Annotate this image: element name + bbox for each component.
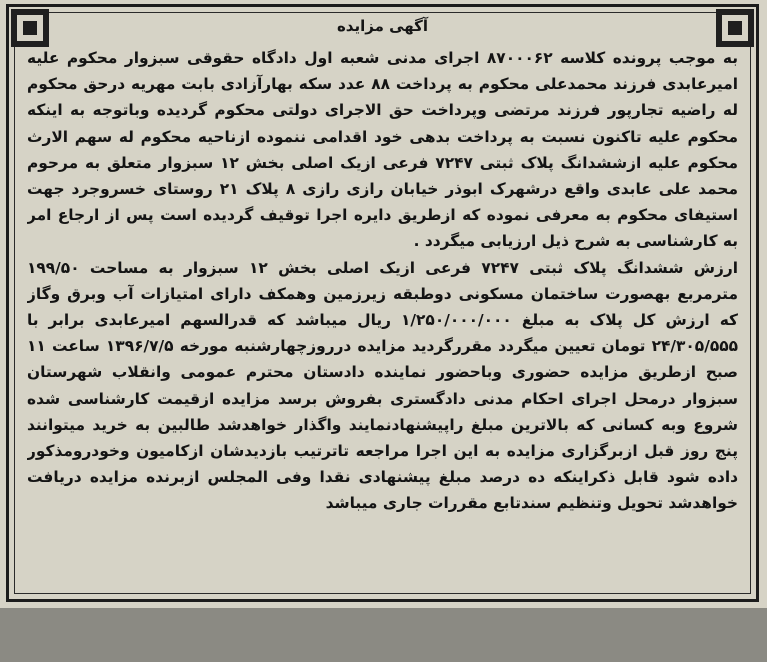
scan-bottom-margin: [0, 608, 767, 662]
notice-paragraph-1: به موجب پرونده کلاسه ۸۷۰۰۰۶۲ اجرای مدنی شعبه اول دادگاه حقوقی سبزوار محکوم علیه امیرعابدی فرزند محمدعلی محکوم به پرداخت ۸۸ عدد سکه بهارآزادی بابت مهریه درحق محکوم له راضیه تجارپور فرزند مرتضی وپرداخت حق الاجرای دولتی محکوم گردیده وباتوجه به اینکه محکوم علیه تاکنون نسبت به پرداخت بدهی خود اقدامی ننموده ازناحیه محکوم له سهم الارث محکوم علیه ازششدانگ پلاک ثبتی ۷۲۴۷ فرعی ازیک اصلی بخش ۱۲ سبزوار متعلق به مرحوم محمد علی عابدی واقع درشهرک ابوذر خیابان رازی رازی ۸ پلاک ۲۱ روستای خسروجرد جهت استیفای محکوم به معرفی نموده که ازطریق دایره اجرا توقیف گردیده است پس از ارجاع امر به کارشناسی به شرح ذیل ارزیابی میگردد .: [27, 49, 738, 251]
notice-paragraph-2: ارزش ششدانگ پلاک ثبتی ۷۲۴۷ فرعی ازیک اصلی بخش ۱۲ سبزوار به مساحت ۱۹۹/۵۰ مترمربع بهصورت ساختمان مسکونی دوطبقه زیرزمین وهمکف دارای امتیازات آب وبرق وگاز که ارزش کل پلاک به مبلغ ۱/۲۵۰/۰۰۰/۰۰۰ ریال میباشد که قدرالسهم امیرعابدی برابر با ۲۴/۳۰۵/۵۵۵ تومان تعیین میگردد مقررگردید مزایده درروزچهارشنبه مورخه ۱۳۹۶/۷/۵ ساعت ۱۱ صبح ازطریق مزایده حضوری وباحضور نماینده دادستان محترم عمومی وانقلاب شهرستان سبزوار درمحل اجرای احکام مدنی دادگستری بفروش برسد مزایده ازقیمت کارشناسی شده شروع وبه کسانی که بالاترین مبلغ راپیشنهادنمایند واگذار خواهدشد طالبین به خرید میتوانند پنج روز قبل ازبرگزاری مزایده به این اجرا مراجعه تاترتیب بازدیدشان ازکامیون وخودرومذکور داده شود قابل ذکراینکه ده درصد مبلغ پیشنهادی نقدا وفی المجلس ازبرنده مزایده دریافت خواهدشد تحویل وتنظیم سندتابع مقررات جاری میباشد: [27, 258, 738, 513]
notice-title: آگهی مزایده: [336, 17, 429, 35]
notice-border: [6, 4, 759, 602]
notice-body: [27, 45, 738, 517]
